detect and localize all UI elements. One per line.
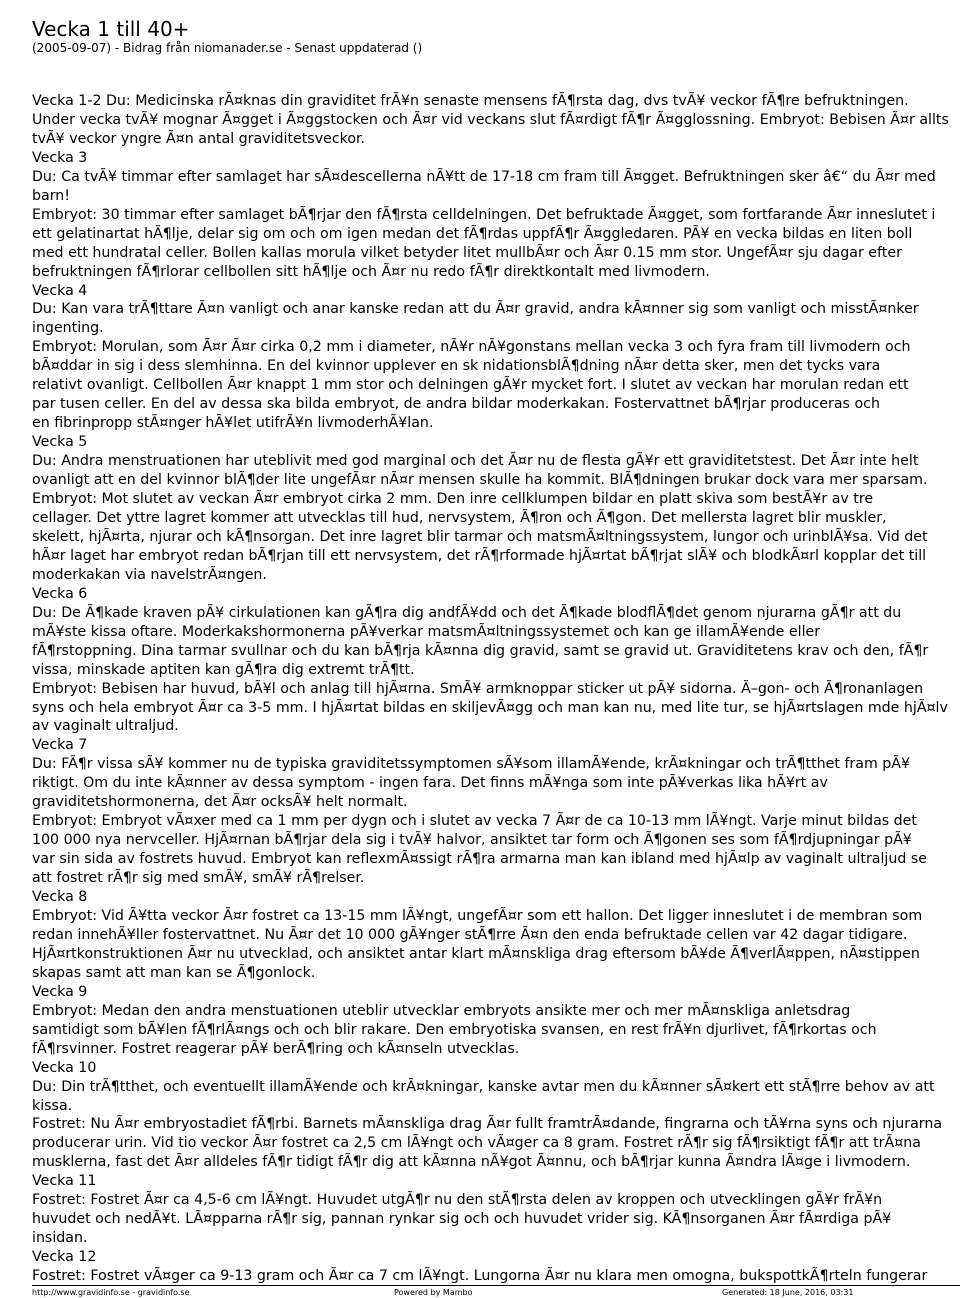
body-text-line: relativt ovanligt. Cellbollen Ã¤r knappt 1 mm stor och delningen gÃ¥r mycket fort. I slutet av veckan har morulan redan ett <box>32 377 909 394</box>
body-text-line: Du: Andra menstruationen har uteblivit med god marginal och det Ã¤r nu de flesta gÃ¥r ett graviditetstest. Det Ã¤r inte helt <box>32 453 919 470</box>
body-text-line: fÃ¶rsvinner. Fostret reagerar pÃ¥ berÃ¶ring och kÃ¤nseln utvecklas. <box>32 1040 520 1057</box>
body-text-line: Fostret: Fostret Ã¤r ca 4,5-6 cm lÃ¥ngt. Huvudet utgÃ¶r nu den stÃ¶rsta delen av kroppen och utvecklingen gÃ¥r frÃ¥n <box>32 1192 883 1209</box>
body-text-line: riktigt. Om du inte kÃ¤nner av dessa symptom - ingen fara. Det finns mÃ¥nga som inte pÃ¥verkas lika hÃ¥rt av <box>32 775 828 792</box>
body-text-line: befruktningen fÃ¶rlorar cellbollen sitt hÃ¶lje och Ã¤r nu redo fÃ¶r direktkontalt med livmodern. <box>32 263 710 280</box>
body-text-line: kissa. <box>32 1097 73 1114</box>
body-text-line: ett gelatinartat hÃ¶lje, delar sig om och om igen medan det fÃ¶rdas uppfÃ¶r Ã¤ggledaren. PÃ¥ en vecka bildas en liten boll <box>32 225 913 242</box>
week-heading: Vecka 11 <box>32 1173 97 1190</box>
footer-url: http://www.gravidinfo.se - gravidinfo.se <box>32 1288 190 1297</box>
body-text-line: Embryot: Medan den andra menstuationen uteblir utvecklar embryots ansikte mer och mer mÃ¤nskliga anletsdrag <box>32 1002 851 1019</box>
body-text-line: av vaginalt ultraljud. <box>32 718 179 735</box>
body-text-line: med ett hundratal celler. Bollen kallas morula vilket betyder litet mullbÃ¤r och Ã¤r 0.15 mm stor. UngefÃ¤r sju dagar efter <box>32 244 902 261</box>
week-heading: Vecka 6 <box>32 585 88 602</box>
week-heading: Vecka 3 <box>32 149 88 166</box>
body-text-line: Du: Din trÃ¶tthet, och eventuellt illamÃ¥ende och krÃ¤kningar, kanske avtar men du kÃ¤nner sÃ¤kert ett stÃ¶rre behov av att <box>32 1078 935 1095</box>
body-text-line: samtidigt som bÃ¥len fÃ¶rlÃ¤ngs och och blir rakare. Den embryotiska svansen, en rest frÃ¥n djurlivet, fÃ¶rkortas och <box>32 1021 877 1038</box>
body-text-line: huvudet och nedÃ¥t. LÃ¤pparna rÃ¶r sig, pannan rynkar sig och och huvudet vrider sig. KÃ¶nsorganen Ã¤r fÃ¤rdiga pÃ¥ <box>32 1211 892 1228</box>
footer-generated: Generated: 18 June, 2016, 03:31 <box>722 1288 854 1297</box>
body-text-line: HjÃ¤rtkonstruktionen Ã¤r nu utvecklad, och ansiktet antar klart mÃ¤nskliga drag eftersom bÃ¥de Ã¶verlÃ¤ppen, nÃ¤stippen <box>32 945 920 962</box>
document-body <box>32 92 960 1286</box>
body-text-line: Embryot: Bebisen har huvud, bÃ¥l och anlag till hjÃ¤rna. SmÃ¥ armknoppar sticker ut pÃ¥ sidorna. Ã–gon- och Ã¶ronanlagen <box>32 680 924 697</box>
body-text-line: Fostret: Nu Ã¤r embryostadiet fÃ¶rbi. Barnets mÃ¤nskliga drag Ã¤r fullt framtrÃ¤dande, fingrarna och tÃ¥rna syns och njurarna <box>32 1116 943 1133</box>
week-heading: Vecka 5 <box>32 434 88 451</box>
body-text-line: producerar urin. Vid tio veckor Ã¤r fostret ca 2,5 cm lÃ¥ngt och vÃ¤ger ca 8 gram. Fostret rÃ¶r sig fÃ¶rsiktigt fÃ¶r att trÃ¤na <box>32 1135 921 1152</box>
page-footer <box>32 1285 960 1298</box>
week-heading: Vecka 12 <box>32 1249 97 1266</box>
body-text-line: mÃ¥ste kissa oftare. Moderkakshormonerna pÃ¥verkar matsmÃ¤ltningssystemet och kan ge illamÃ¥ende eller <box>32 623 821 640</box>
body-text-line: var sin sida av fostrets huvud. Embryot kan reflexmÃ¤ssigt rÃ¶ra armarna man kan ibland med hjÃ¤lp av vaginalt ultraljud se <box>32 851 928 868</box>
body-text-line: Du: Kan vara trÃ¶ttare Ã¤n vanligt och anar kanske redan att du Ã¤r gravid, andra kÃ¤nner sig som vanligt och misstÃ¤nker <box>32 301 919 318</box>
week-heading: Vecka 9 <box>32 983 88 1000</box>
body-text-line: bÃ¤ddar in sig i dess slemhinna. En del kvinnor upplever en sk nidationsblÃ¶dning nÃ¤r detta sker, men det tycks vara <box>32 358 881 375</box>
week-heading: Vecka 10 <box>32 1059 97 1076</box>
body-text-line: Embryot: Morulan, som Ã¤r Ã¤r cirka 0,2 mm i diameter, nÃ¥r nÃ¥gonstans mellan vecka 3 och fyra fram till livmodern och <box>32 339 911 356</box>
body-text-line: redan innehÃ¥ller fostervattnet. Nu Ã¤r det 10 000 gÃ¥nger stÃ¶rre Ã¤n den enda befruktade cellen var 42 dagar tidigare. <box>32 926 908 943</box>
body-text-line: tvÃ¥ veckor yngre Ã¤n antal graviditetsveckor. <box>32 130 366 147</box>
body-text-line: insidan. <box>32 1230 88 1247</box>
body-text-line: Embryot: Vid Ã¥tta veckor Ã¤r fostret ca 13-15 mm lÃ¥ngt, ungefÃ¤r som ett hallon. Det ligger inneslutet i de membran som <box>32 907 923 924</box>
document-title: Vecka 1 till 40+ <box>32 17 190 41</box>
body-text-line: musklerna, fast det Ã¤r alldeles fÃ¶r tidigt fÃ¶r dig att kÃ¤nna nÃ¥got Ã¤nnu, och bÃ¶rjar kunna Ã¤ndra lÃ¤ge i livmodern. <box>32 1154 911 1171</box>
week-heading: Vecka 7 <box>32 737 88 754</box>
body-text-line: syns och hela embryot Ã¤r ca 3-5 mm. I hjÃ¤rtat bildas en skiljevÃ¤gg och man kan nu, med lite tur, se hjÃ¤rtslagen mde hjÃ¤lv <box>32 699 948 716</box>
body-text-line: Embryot: Embryot vÃ¤xer med ca 1 mm per dygn och i slutet av vecka 7 Ã¤r de ca 10-13 mm lÃ¥ngt. Varje minut bildas det <box>32 813 917 830</box>
body-text-line: Embryot: Mot slutet av veckan Ã¤r embryot cirka 2 mm. Den inre cellklumpen bildar en platt skiva som bestÃ¥r av tre <box>32 491 874 508</box>
body-text-line: par tusen celler. En del av dessa ska bilda embryot, de andra bildar moderkakan. Fostervattnet bÃ¶rjar produceras och <box>32 396 880 413</box>
week-heading: Vecka 4 <box>32 282 88 299</box>
body-text-line: skelett, hjÃ¤rta, njurar och kÃ¶nsorgan. Det inre lagret blir tarmar och matsmÃ¤ltningssystem, lungor och urinblÃ¥sa. Vid det <box>32 528 928 545</box>
body-text-line: Du: De Ã¶kade kraven pÃ¥ cirkulationen kan gÃ¶ra dig andfÃ¥dd och det Ã¶kade blodflÃ¶det genom njurarna gÃ¶r att du <box>32 604 902 621</box>
body-text-line: skapas samt att man kan se Ã¶gonlock. <box>32 964 316 981</box>
body-text-line: Du: Ca tvÃ¥ timmar efter samlaget har sÃ¤descellerna nÃ¥tt de 17-18 cm fram till Ã¤gget. Befruktningen sker â€“ du Ã¤r med <box>32 168 936 185</box>
body-text-line: Embryot: 30 timmar efter samlaget bÃ¶rjar den fÃ¶rsta celldelningen. Det befruktade Ã¤gget, som fortfarande Ã¤r inneslutet i <box>32 206 936 223</box>
body-text-line: hÃ¤r laget har embryot redan bÃ¶rjan till ett nervsystem, det rÃ¶rformade hjÃ¤rtat bÃ¶rjat slÃ¥ och blodkÃ¤rl kopplar det till <box>32 547 927 564</box>
body-text-line: en fibrinpropp stÃ¤nger hÃ¥let utifrÃ¥n livmoderhÃ¥lan. <box>32 415 434 432</box>
body-text-line: barn! <box>32 187 70 204</box>
document-page <box>32 0 960 1297</box>
body-text-line: ovanligt att en del kvinnor blÃ¶der lite ungefÃ¤r nÃ¤r mensen skulle ha kommit. BlÃ¶dningen brukar dock vara mer sparsam. <box>32 472 928 489</box>
body-text-line: cellager. Det yttre lagret kommer att utvecklas till hud, nervsystem, Ã¶ron och Ã¶gon. Det mellersta lagret blir muskler, <box>32 509 887 526</box>
body-text-line: vissa, minskade aptiten kan gÃ¶ra dig extremt trÃ¶tt. <box>32 661 415 678</box>
body-text-line: ingenting. <box>32 320 104 337</box>
body-text-line: moderkakan via navelstrÃ¤ngen. <box>32 566 267 583</box>
week-heading: Vecka 8 <box>32 889 88 906</box>
body-text-line: Vecka 1-2 Du: Medicinska rÃ¤knas din graviditet frÃ¥n senaste mensens fÃ¶rsta dag, dvs tvÃ¥ veckor fÃ¶re befruktningen. <box>32 93 909 109</box>
body-text-line: Du: FÃ¶r vissa sÃ¥ kommer nu de typiska graviditetssymptomen sÃ¥som illamÃ¥ende, krÃ¤kningar och trÃ¶tthet fram pÃ¥ <box>32 756 911 773</box>
body-text-line: Under vecka tvÃ¥ mognar Ã¤gget i Ã¤ggstocken och Ã¤r vid veckans slut fÃ¤rdigt fÃ¶r Ã¤gglossning. Embryot: Bebisen Ã¤r allts <box>32 111 949 128</box>
footer-powered-by: Powered by Mambo <box>394 1288 473 1297</box>
document-meta: (2005-09-07) - Bidrag från niomanader.se - Senast uppdaterad () <box>32 41 423 55</box>
body-text-line: fÃ¶rstoppning. Dina tarmar svullnar och du kan bÃ¶rja kÃ¤nna dig gravid, samt se gravid ut. Graviditetens krav och den, fÃ¶r <box>32 642 929 659</box>
body-text-line: 100 000 nya nervceller. HjÃ¤rnan bÃ¶rjar dela sig i tvÃ¥ halvor, ansiktet tar form och Ã¶gonen ses som fÃ¶rdjupningar pÃ¥ <box>32 832 912 849</box>
body-text-line: graviditetshormonerna, det Ã¤r ocksÃ¥ helt normalt. <box>32 794 408 811</box>
body-text-line: Fostret: Fostret vÃ¤ger ca 9-13 gram och Ã¤r ca 7 cm lÃ¥ngt. Lungorna Ã¤r nu klara men omogna, bukspottkÃ¶rteln fungerar <box>32 1268 928 1285</box>
body-text-line: att fostret rÃ¶r sig med smÃ¥, smÃ¥ rÃ¶relser. <box>32 870 365 887</box>
